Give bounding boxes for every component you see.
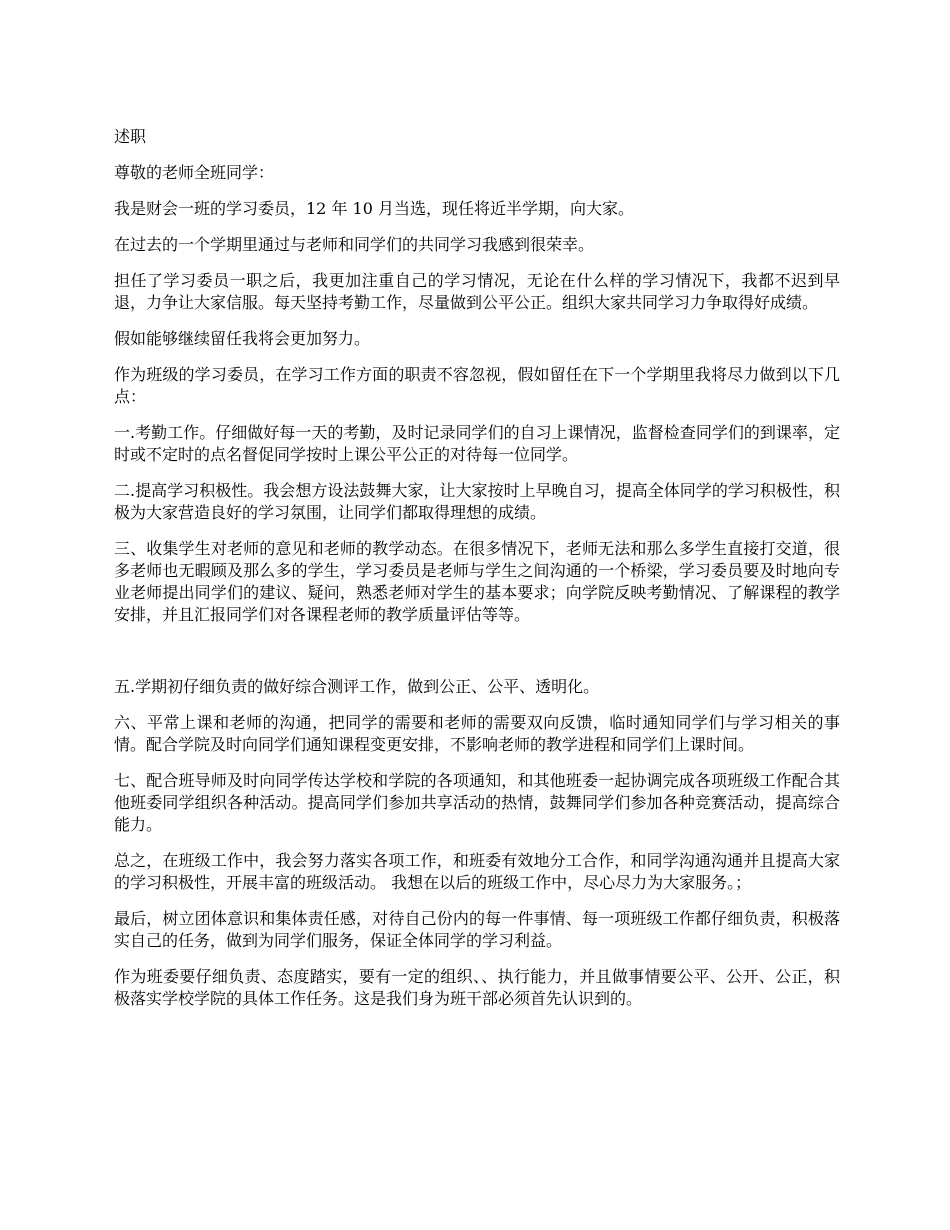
document-body xyxy=(114,126,840,1024)
salutation: 尊敬的老师全班同学： xyxy=(114,163,275,182)
paragraph: 七、配合班导师及时向同学传达学校和学院的各项通知，和其他班委一起协调完成各项班级工作配合其他班委同学组织各种活动。提高同学们参加共享活动的热情，鼓舞同学们参加各种竞赛活动，提高综合能力。 xyxy=(114,771,840,834)
paragraph: 担任了学习委员一职之后，我更加注重自己的学习情况，无论在什么样的学习情况下，我都不迟到早退，力争让大家信服。每天坚持考勤工作，尽量做到公平公正。组织大家共同学习力争取得好成绩。 xyxy=(114,271,840,312)
blank-line xyxy=(114,640,840,662)
paragraph: 三、收集学生对老师的意见和老师的教学动态。在很多情况下，老师无法和那么多学生直接打交道，很多老师也无暇顾及那么多的学生，学习委员是老师与学生之间沟通的一个桥梁，学习委员要及时地向专业老师提出同学们的建议、疑问，熟悉老师对学生的基本要求；向学院反映考勤情况、了解课程的教学安排，并且汇报同学们对各课程老师的教学质量评估等等。 xyxy=(114,539,840,624)
paragraph: 我是财会一班的学习委员，12 年 10 月当选，现任将近半学期，向大家。 xyxy=(114,199,634,218)
paragraph: 总之，在班级工作中，我会努力落实各项工作，和班委有效地分工合作，和同学沟通沟通并且提高大家的学习积极性，开展丰富的班级活动。 我想在以后的班级工作中，尽心尽力为大家服务。； xyxy=(114,851,840,892)
paragraph: 假如能够继续留任我将会更加努力。 xyxy=(114,329,371,348)
document-title: 述职 xyxy=(114,127,147,146)
paragraph: 作为班委要仔细负责、态度踏实，要有一定的组织、、执行能力，并且做事情要公平、公开、公正，积极落实学校学院的具体工作任务。这是我们身为班干部必须首先认识到的。 xyxy=(114,967,840,1008)
paragraph: 最后，树立团体意识和集体责任感，对待自己份内的每一件事情、每一项班级工作都仔细负责，积极落实自己的任务，做到为同学们服务，保证全体同学的学习利益。 xyxy=(114,909,840,950)
paragraph: 二.提高学习积极性。我会想方设法鼓舞大家，让大家按时上早晚自习，提高全体同学的学习积极性，积极为大家营造良好的学习氛围，让同学们都取得理想的成绩。 xyxy=(114,481,840,522)
paragraph: 在过去的一个学期里通过与老师和同学们的共同学习我感到很荣幸。 xyxy=(114,235,595,254)
paragraph: 作为班级的学习委员，在学习工作方面的职责不容忽视，假如留任在下一个学期里我将尽力做到以下几点： xyxy=(114,365,840,406)
paragraph: 六、平常上课和老师的沟通，把同学的需要和老师的需要双向反馈，临时通知同学们与学习相关的事情。配合学院及时向同学们通知课程变更安排，不影响老师的教学进程和同学们上课时间。 xyxy=(114,713,840,754)
paragraph: 五.学期初仔细负责的做好综合测评工作，做到公正、公平、透明化。 xyxy=(114,677,600,696)
paragraph: 一.考勤工作。仔细做好每一天的考勤，及时记录同学们的自习上课情况，监督检查同学们的到课率，定时或不定时的点名督促同学按时上课公平公正的对待每一位同学。 xyxy=(114,423,840,464)
